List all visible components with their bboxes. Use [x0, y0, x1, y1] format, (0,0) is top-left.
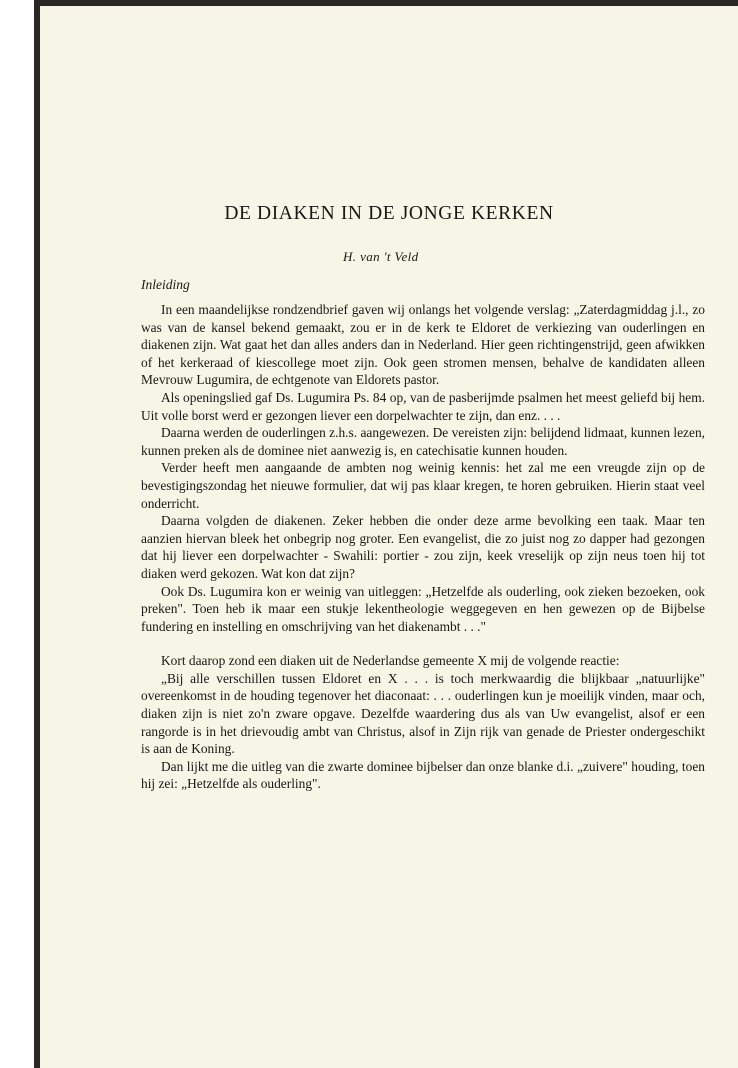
document-page: [34, 0, 738, 1068]
paragraph: Ook Ds. Lugumira kon er weinig van uitleggen: „Hetzelfde als ouderling, ook zieken bezoeken, ook preken". Toen heb ik maar een stukje lekentheologie weggegeven en hen gewezen op de Bijbelse fundering en instelling en omschrijving van het diakenambt . . .": [141, 583, 705, 634]
paragraph: Kort daarop zond een diaken uit de Nederlandse gemeente X mij de volgende reactie:: [161, 653, 620, 669]
scan-edge-left: [34, 0, 40, 1068]
paragraph: In een maandelijkse rondzendbrief gaven wij onlangs het volgende verslag: „Zaterdagmiddag j.l., zo was van de kansel bekend gemaakt, zou er in de kerk te Eldoret de verkiezing van ouderlingen en diakenen zijn. Wat gaat het dan alles anders dan in Nederland. Hier geen richtingenstrijd, geen afwikken of het kerkeraad of kiescollege moet zijn. Ook geen stromen mensen, behalve de kandidaten alleen Mevrouw Lugumira, de echtgenote van Eldorets pastor.: [141, 302, 705, 388]
article-author: H. van 't Veld: [343, 249, 419, 264]
article-body: [141, 301, 705, 793]
paragraph: Dan lijkt me die uitleg van die zwarte dominee bijbelser dan onze blanke d.i. „zuivere" houding, toen hij zei: „Hetzelfde als ouderling".: [141, 758, 705, 792]
scan-edge-top: [34, 0, 738, 6]
section-heading: Inleiding: [141, 277, 190, 292]
article-title: DE DIAKEN IN DE JONGE KERKEN: [224, 203, 554, 224]
paragraph: Daarna werden de ouderlingen z.h.s. aangewezen. De vereisten zijn: belijdend lidmaat, kunnen lezen, kunnen preken als de dominee niet aanwezig is, en catechisatie kunnen houden.: [141, 425, 705, 458]
paragraph: Als openingslied gaf Ds. Lugumira Ps. 84 op, van de pasberijmde psalmen het meest geliefd bij hem. Uit volle borst werd er gezongen liever een dorpelwachter te zijn, dan enz. . . .: [141, 389, 705, 423]
paragraph: „Bij alle verschillen tussen Eldoret en X . . . is toch merkwaardig die blijkbaar „natuurlijke" overeenkomst in de houding tegenover het diaconaat: . . . ouderlingen kun je moeilijk vinden, maar och, diaken zijn is niet zo'n zware opgave. Dezelfde waardering dus als van Uw evangelist, alsof er een rangorde is in het drievoudig ambt van Christus, alsof in Zijn rijk van genade de Priester ondergeschikt is aan de Koning.: [141, 670, 705, 757]
paragraph: Daarna volgden de diakenen. Zeker hebben die onder deze arme bevolking een taak. Maar ten aanzien hiervan bleek het onbegrip nog groter. Een evangelist, die zo juist nog zo dapper had gezongen dat hij liever een dorpelwachter - Swahili: portier - zou zijn, keek vreselijk op zijn neus toen hij tot diaken werd gekozen. Wat kon dat zijn?: [141, 513, 705, 581]
paragraph: Verder heeft men aangaande de ambten nog weinig kennis: het zal me een vreugde zijn op de bevestigingszondag het nieuwe formulier, dat wij pas klaar kregen, te horen gebruiken. Hierin staat veel onderricht.: [141, 460, 705, 511]
